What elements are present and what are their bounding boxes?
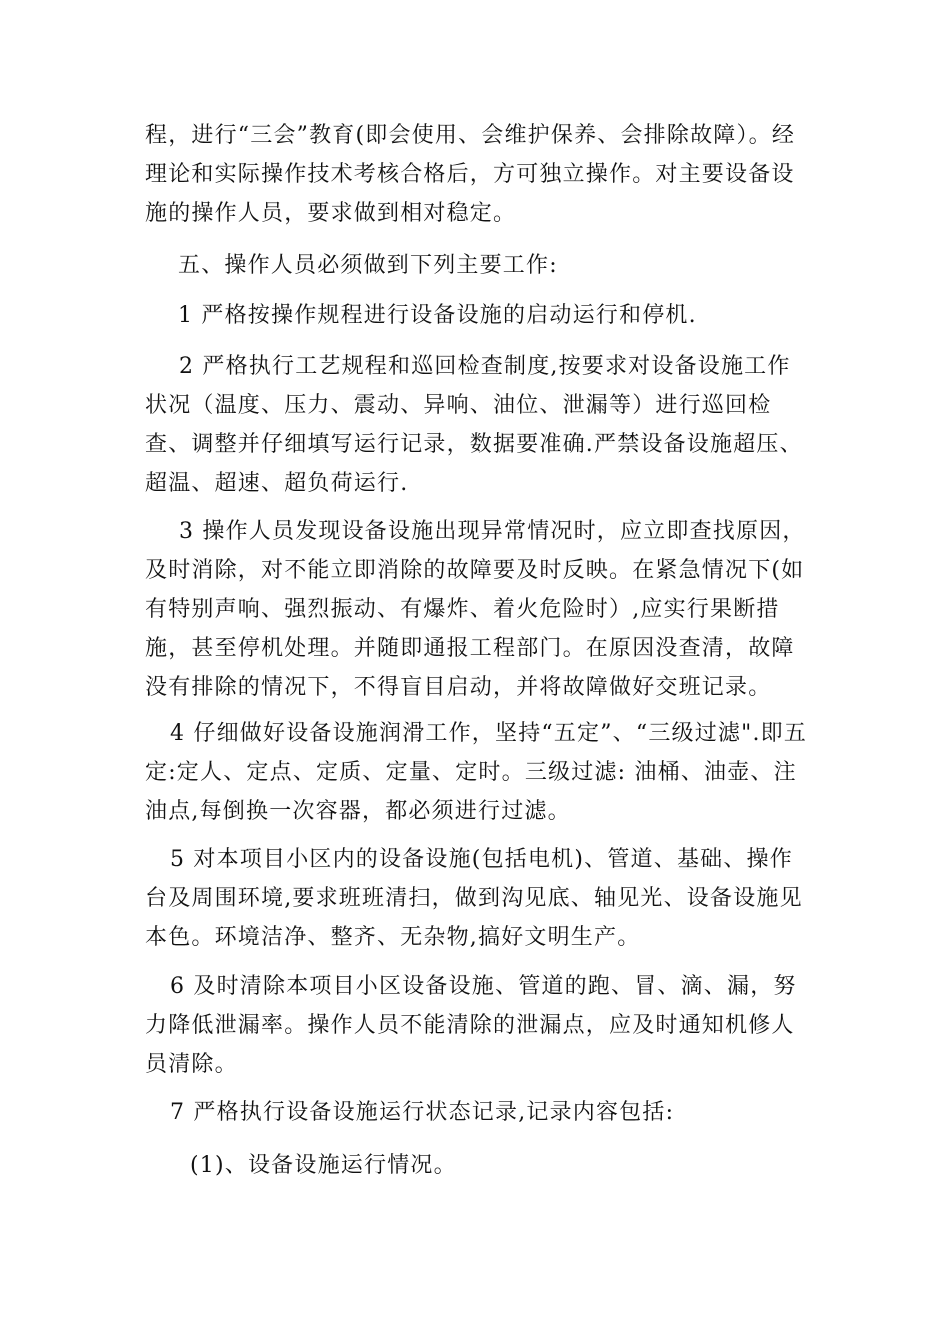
paragraph-item-2: 2 严格执行工艺规程和巡回检查制度,按要求对设备设施工作状况（温度、压力、震动、异响、油位、泄漏等）进行巡回检查、调整并仔细填写运行记录，数据要准确.严禁设备设施超压、超温、超速、超负荷运行. (145, 354, 803, 496)
paragraph-item-4: 4 仔细做好设备设施润滑工作，坚持“五定”、“三级过滤".即五定:定人、定点、定质、定量、定时。三级过滤: 油桶、油壶、注油点,每倒换一次容器，都必须进行过滤。 (145, 721, 808, 824)
section-heading-operator-duties: 五、操作人员必须做到下列主要工作: (178, 253, 558, 278)
paragraph-item-1: 1 严格按操作规程进行设备设施的启动运行和停机. (178, 303, 697, 328)
paragraph-item-6: 6 及时清除本项目小区设备设施、管道的跑、冒、滴、漏，努力降低泄漏率。操作人员不能清除的泄漏点，应及时通知机修人员清除。 (145, 974, 797, 1077)
paragraph-item-5: 5 对本项目小区内的设备设施(包括电机)、管道、基础、操作台及周围环境,要求班班清扫，做到沟见底、轴见光、设备设施见本色。环境洁净、整齐、无杂物,搞好文明生产。 (145, 847, 803, 950)
paragraph-item-3: 3 操作人员发现设备设施出现异常情况时，应立即查找原因，及时消除，对不能立即消除的故障要及时反映。在紧急情况下(如有特别声响、强烈振动、有爆炸、着火危险时）,应实行果断措施，甚至停机处理。并随即通报工程部门。在原因没查清，故障没有排除的情况下，不得盲目启动，并将故障做好交班记录。 (145, 519, 806, 700)
paragraph-training-continuation: 程，进行“三会”教育(即会使用、会维护保养、会排除故障）。经理论和实际操作技术考核合格后，方可独立操作。对主要设备设施的操作人员，要求做到相对稳定。 (145, 123, 796, 226)
paragraph-subitem-1: (1)、设备设施运行情况。 (190, 1153, 457, 1178)
paragraph-item-7: 7 严格执行设备设施运行状态记录,记录内容包括: (170, 1100, 675, 1125)
